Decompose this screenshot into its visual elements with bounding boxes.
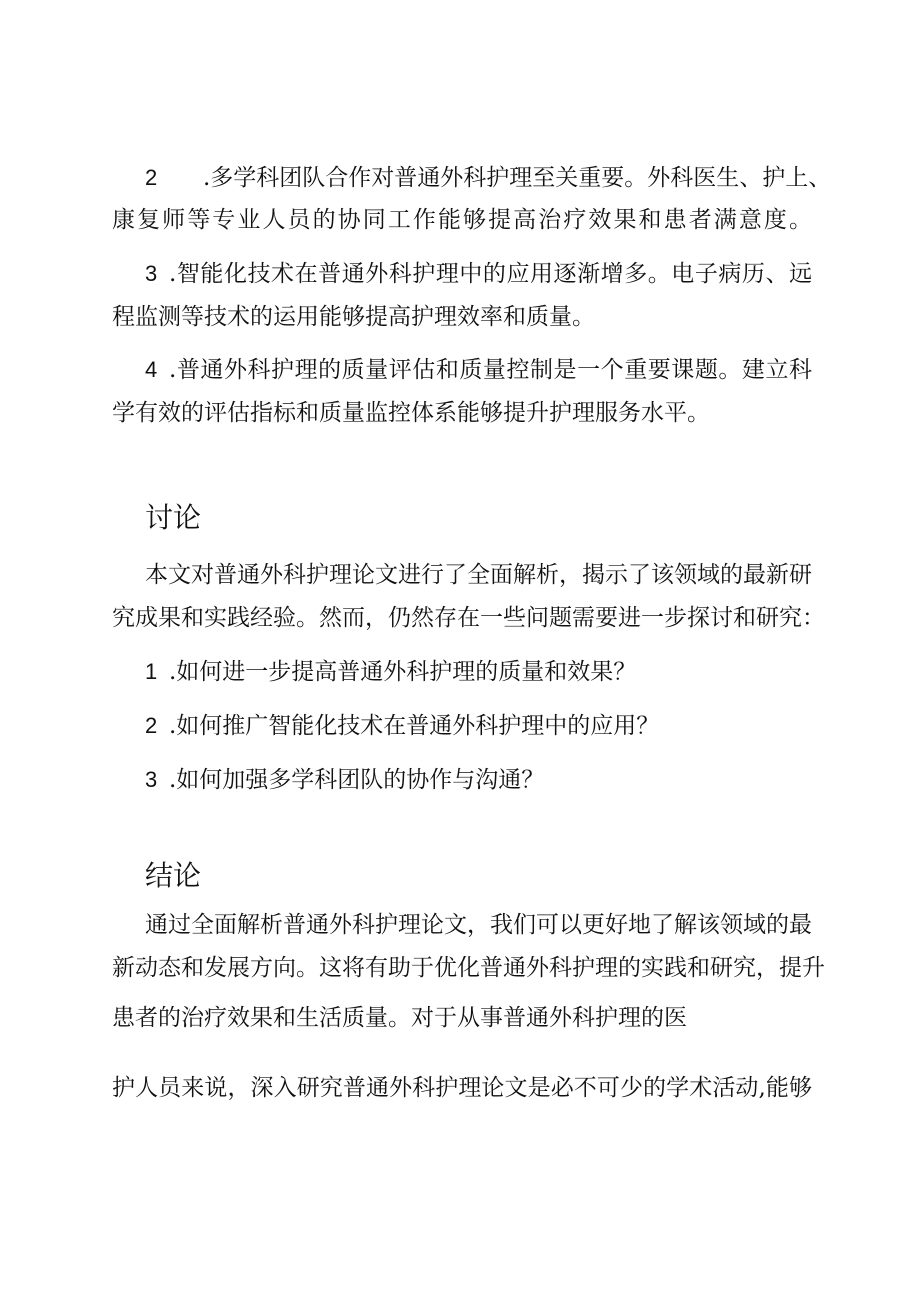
section-heading-conclusion: 结论 [145,859,202,892]
question-item-3: 3 .如何加强多学科团队的协作与沟通？ [145,767,545,793]
list-item-3-line-1: 3 .智能化技术在普通外科护理中的应用逐渐增多。电子病历、远 [145,261,812,287]
list-item-3-line-2: 程监测等技术的运用能够提高护理效率和质量。 [112,304,595,330]
list-item-4-line-1: 4 .普通外科护理的质量评估和质量控制是一个重要课题。建立科 [145,357,812,383]
list-item-2-line-2: 康复师等专业人员的协同工作能够提高治疗效果和患者满意度。 [112,207,812,233]
list-item-2-line-1: 2 .多学科团队合作对普通外科护理至关重要。外科医生、护上、 [145,165,832,191]
list-item-4-line-2: 学有效的评估指标和质量监控体系能够提升护理服务水平。 [112,400,710,426]
list-number: 2 [145,713,158,738]
list-number: 2 [145,165,158,190]
conclusion-paragraph-line-2: 新动态和发展方向。这将有助于优化普通外科护理的实践和研究，提升 [112,955,825,981]
list-number: 3 [145,261,158,286]
question-item-2: 2 .如何推广智能化技术在普通外科护理中的应用？ [145,713,660,739]
list-number: 3 [145,767,158,792]
conclusion-paragraph-line-4: 护人员来说，深入研究普通外科护理论文是必不可少的学术活动,能够 [112,1075,812,1101]
discussion-paragraph-line-1: 本文对普通外科护理论文进行了全面解析，揭示了该领域的最新研 [145,562,812,588]
question-item-1: 1 .如何进一步提高普通外科护理的质量和效果？ [145,659,637,685]
list-number: 4 [145,357,158,382]
conclusion-paragraph-line-1: 通过全面解析普通外科护理论文，我们可以更好地了解该领域的最 [145,912,812,938]
list-number: 1 [145,659,158,684]
section-heading-discussion: 讨论 [145,501,202,534]
discussion-paragraph-line-2: 究成果和实践经验。然而，仍然存在一些问题需要进一步探讨和研究： [112,605,825,631]
conclusion-paragraph-line-3: 患者的治疗效果和生活质量。对于从事普通外科护理的医 [112,1005,687,1031]
